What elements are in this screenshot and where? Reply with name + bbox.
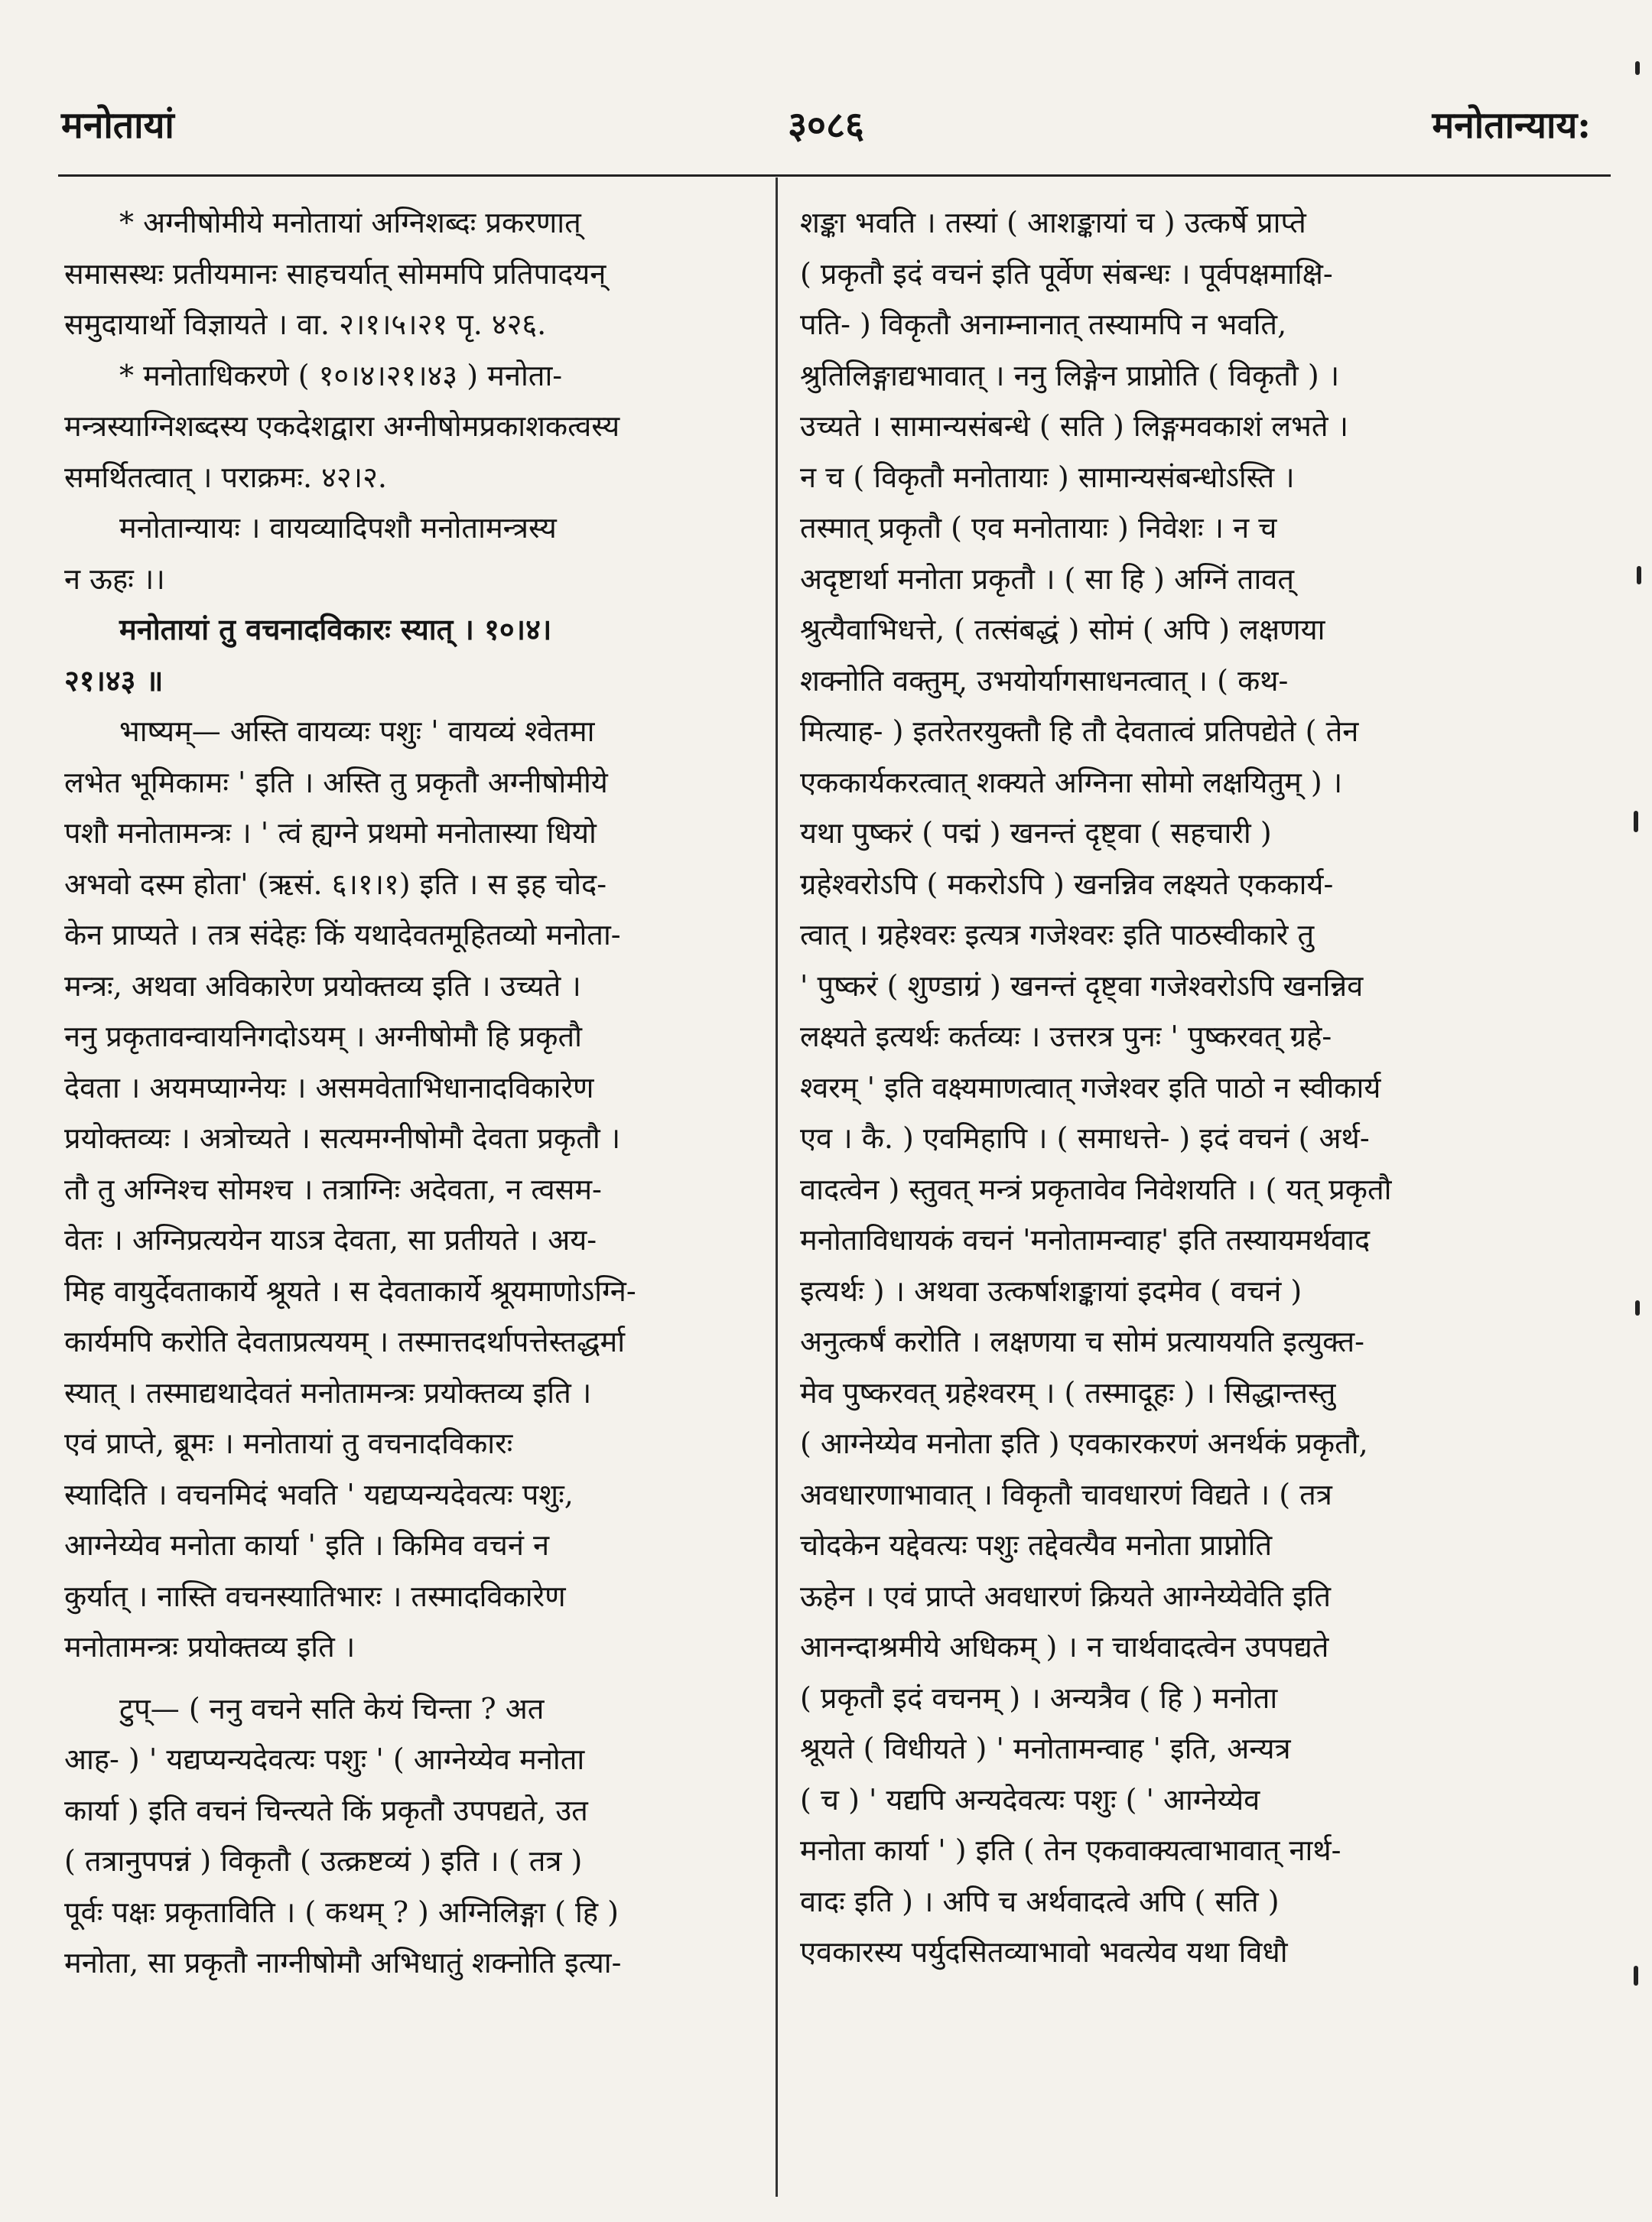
text-line: ग्रहेश्वरोऽपि ( मकरोऽपि ) खनन्निव लक्ष्यते एककार्य- [800,867,1334,901]
text-line: वादत्वेन ) स्तुवत् मन्त्रं प्रकृतावेव निवेशयति । ( यत् प्रकृतौ [800,1172,1392,1206]
text-line: आह- ) ' यद्यप्यन्यदेवत्यः पशुः ' ( आग्नेय्येव मनोता [64,1742,585,1776]
text-line: देवता । अयमप्याग्नेयः । असमवेताभिधानादविकारेण [64,1070,594,1104]
text-line: एव । कै. ) एवमिहापि । ( समाधत्ते- ) इदं वचनं ( अर्थ- [800,1121,1370,1155]
text-line: चोदकेन यद्देवत्यः पशुः तद्देवत्यैव मनोता प्राप्नोति [800,1528,1273,1562]
text-line: न च ( विकृतौ मनोतायाः ) सामान्यसंबन्धोऽस्ति । [800,460,1295,494]
text-line: पशौ मनोतामन्त्रः । ' त्वं ह्यग्ने प्रथमो मनोतास्या धियो [64,816,597,850]
text-line: त्वात् । ग्रहेश्वरः इत्यत्र गजेश्वरः इति पाठस्वीकारे तु [800,918,1315,952]
text-line: * मनोताधिकरणे ( १०।४।२१।४३ ) मनोता- [119,358,563,392]
text-line: समासस्थः प्रतीयमानः साहचर्यात् सोममपि प्रतिपादयन् [64,256,606,291]
running-head-left: मनोतायां [61,104,174,147]
text-line: ( च ) ' यद्यपि अन्यदेवत्यः पशुः ( ' आग्नेय्येव [800,1782,1260,1817]
text-line: न ऊहः ।। [64,561,165,596]
text-line: मनोतामन्त्रः प्रयोक्तव्य इति । [64,1630,356,1664]
text-line: लक्ष्यते इत्यर्थः कर्तव्यः । उत्तरत्र पुनः ' पुष्करवत् ग्रहे- [800,1020,1332,1053]
text-line: कार्या ) इति वचनं चिन्त्यते किं प्रकृतौ उपपद्यते, उत [64,1793,588,1827]
text-line: समुदायार्थो विज्ञायते । वा. २।१।५।२१ पृ. ४२६. [64,307,547,341]
text-line: मन्त्रस्याग्निशब्दस्य एकदेशद्वारा अग्नीषोमप्रकाशकत्वस्य [64,409,620,443]
text-line: टुप्— ( ननु वचने सति केयं चिन्ता ? अत [119,1691,545,1726]
page-number: ३०८६ [788,104,864,147]
text-line: ( प्रकृतौ इदं वचनं इति पूर्वेण संबन्धः । पूर्वपक्षमाक्षि- [800,256,1333,291]
text-line: तस्मात् प्रकृतौ ( एव मनोतायाः ) निवेशः । न च [800,511,1277,545]
text-line: एककार्यकरत्वात् शक्यते अग्निना सोमो लक्षयितुम् ) । [800,765,1343,799]
text-line: स्यात् । तस्माद्यथादेवतं मनोतामन्त्रः प्रयोक्तव्य इति । [64,1375,592,1410]
text-line: एवकारस्य पर्युदसितव्याभावो भवत्येव यथा विधौ [800,1935,1288,1969]
text-line: पूर्वः पक्षः प्रकृताविति । ( कथम् ? ) अग्निलिङ्गा ( हि ) [64,1895,619,1929]
text-line: मिह वायुर्देवताकार्ये श्रूयते । स देवताकार्ये श्रूयमाणोऽग्नि- [64,1274,636,1308]
text-line: ननु प्रकृतावन्वायनिगदोऽयम् । अग्नीषोमौ हि प्रकृतौ [64,1020,582,1053]
text-line: * अग्नीषोमीये मनोतायां अग्निशब्दः प्रकरणात् [119,206,581,239]
scan-edge-mark [1637,566,1641,584]
text-line: वादः इति ) । अपि च अर्थवादत्वे अपि ( सति ) [800,1884,1280,1918]
text-line: ऊहेन । एवं प्राप्ते अवधारणं क्रियते आग्नेय्येवेति इति [800,1579,1332,1613]
text-line: मेव पुष्करवत् ग्रहेश्वरम् । ( तस्मादूहः ) । सिद्धान्तस्तु [800,1375,1336,1410]
text-line: श्रूयते ( विधीयते ) ' मनोतामन्वाह ' इति, अन्यत्र [800,1732,1291,1765]
text-line: उच्यते । सामान्यसंबन्धे ( सति ) लिङ्गमवकाशं लभते । [800,409,1348,443]
text-line: मनोता, सा प्रकृतौ नाग्नीषोमौ अभिधातुं शक्नोति इत्या- [64,1946,622,1980]
text-line: शक्नोति वक्तुम्, उभयोर्यागसाधनत्वात् । ( कथ- [800,663,1289,698]
text-line: लभेत भूमिकामः ' इति । अस्ति तु प्रकृतौ अग्नीषोमीये [64,765,608,799]
scan-edge-mark [1635,61,1640,75]
text-line: ( प्रकृतौ इदं वचनम् ) । अन्यत्रैव ( हि ) मनोता [800,1680,1278,1715]
text-line: श्वरम् ' इति वक्ष्यमाणत्वात् गजेश्वर इति पाठो न स्वीकार्य [800,1070,1381,1104]
text-line: ' पुष्करं ( शुण्डाग्रं ) खनन्तं दृष्ट्वा गजेश्वरोऽपि खनन्निव [800,968,1364,1003]
text-line: अवधारणाभावात् । विकृतौ चावधारणं विद्यते । ( तत्र [800,1477,1332,1511]
text-line: ( आग्नेय्येव मनोता इति ) एवकारकरणं अनर्थकं प्रकृतौ, [800,1427,1368,1460]
text-line: भाष्यम्— अस्ति वायव्यः पशुः ' वायव्यं श्वेतमा [119,714,595,748]
sutra-heading: मनोतायां तु वचनादविकारः स्यात् । १०।४। [119,612,552,646]
text-line: केन प्राप्यते । तत्र संदेहः किं यथादेवतमूहितव्यो मनोता- [64,918,621,952]
scan-edge-mark [1634,1966,1638,1986]
text-line: अदृष्टार्था मनोता प्रकृतौ । ( सा हि ) अग्निं तावत् [800,561,1295,596]
text-line: मनोतान्यायः । वायव्यादिपशौ मनोतामन्त्रस्य [119,511,557,545]
text-line: कार्यमपि करोति देवताप्रत्ययम् । तस्मात्तदर्थापत्तेस्तद्धर्मा [64,1325,626,1358]
right-column [800,197,1588,1978]
text-line: स्यादिति । वचनमिदं भवति ' यद्यप्यन्यदेवत्यः पशुः, [64,1477,574,1511]
text-line: अभवो दस्म होता' (ऋसं. ६।१।१) इति । स इह चोद- [64,867,607,901]
text-line: कुर्यात् । नास्ति वचनस्यातिभारः । तस्मादविकारेण [64,1579,566,1613]
text-line: मनोता कार्या ' ) इति ( तेन एकवाक्यत्वाभावात् नार्थ- [800,1833,1341,1867]
text-line: मन्त्रः, अथवा अविकारेण प्रयोक्तव्य इति । उच्यते । [64,968,581,1003]
text-line: श्रुतिलिङ्गाद्यभावात् । ननु लिङ्गेन प्राप्नोति ( विकृतौ ) । [800,358,1340,392]
text-line: अनुत्कर्षं करोति । लक्षणया च सोमं प्रत्याययति इत्युक्त- [800,1325,1364,1358]
text-line: ( तत्रानुपपन्नं ) विकृतौ ( उत्क्रष्टव्यं ) इति । ( तत्र ) [64,1844,583,1878]
running-head [54,99,1598,168]
text-line: तौ तु अग्निश्च सोमश्च । तत्राग्निः अदेवता, न त्वसम- [64,1172,602,1206]
scan-edge-mark [1634,811,1638,832]
text-line: मनोताविधायकं वचनं 'मनोतामन्वाह' इति तस्यायमर्थवाद [800,1223,1371,1257]
text-line: आग्नेय्येव मनोता कार्या ' इति । किमिव वचनं न [64,1528,550,1562]
text-line: इत्यर्थः ) । अथवा उत्कर्षाशङ्कायां इदमेव ( वचनं ) [800,1274,1302,1308]
text-line: मित्याह- ) इतरेतरयुक्तौ हि तौ देवतात्वं प्रतिपद्येते ( तेन [800,714,1359,748]
text-line: शङ्का भवति । तस्यां ( आशङ्कायां च ) उत्कर्षे प्राप्ते [800,206,1306,239]
text-line: प्रयोक्तव्यः । अत्रोच्यते । सत्यमग्नीषोमौ देवता प्रकृतौ । [64,1121,621,1155]
header-rule [58,174,1611,177]
text-line: वेतः । अग्निप्रत्ययेन याऽत्र देवता, सा प्रतीयते । अय- [64,1223,597,1257]
running-head-right: मनोतान्याय: [1432,104,1591,147]
sutra-heading: २१।४३ ॥ [64,662,164,698]
text-line: यथा पुष्करं ( पद्मं ) खनन्तं दृष्ट्वा ( सहचारी ) [800,816,1272,850]
text-line: समर्थितत्वात् । पराक्रमः. ४२।२. [64,460,387,494]
scan-edge-mark [1635,1300,1640,1316]
text-line: पति- ) विकृतौ अनाम्नानात् तस्यामपि न भवति, [800,307,1287,341]
text-line: श्रुत्यैवाभिधत्ते, ( तत्संबद्धं ) सोमं ( अपि ) लक्षणया [800,613,1325,646]
text-line: आनन्दाश्रमीये अधिकम् ) । न चार्थवादत्वेन उपपद्यते [800,1630,1329,1664]
left-column [64,197,780,1989]
text-line: एवं प्राप्ते, ब्रूमः । मनोतायां तु वचनादविकारः [64,1427,513,1460]
